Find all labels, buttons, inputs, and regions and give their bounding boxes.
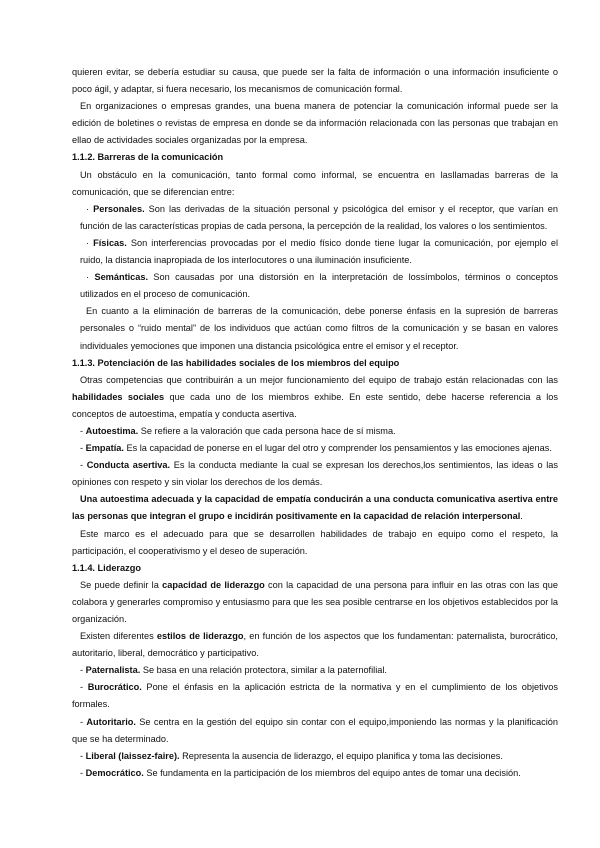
- dash-mark: -: [80, 750, 86, 761]
- paragraph-intro-2: En organizaciones o empresas grandes, una buena manera de potenciar la comunicación informal puede ser la edición de boletines o revistas de empresa en donde se da información relacionada con las personas que trabajan en ellao de actividades sociales organizadas por la empresa.: [72, 101, 558, 146]
- paragraph-habilidades-conclusion: [72, 491, 558, 525]
- term-conducta-asertiva: Conducta asertiva.: [86, 460, 171, 471]
- paragraph-liderazgo-definicion: [72, 577, 558, 628]
- list-item-personales: [80, 201, 558, 235]
- term-empatia: Empatía.: [85, 443, 124, 454]
- paragraph-barreras-intro: Un obstáculo en la comunicación, tanto formal como informal, se encuentra en lasllamadas barreras de la comunicación, que se diferencian entre:: [72, 169, 558, 197]
- text-personales: Son las derivadas de la situación personal y psicológica del emisor y el receptor, que varían en función de las características propias de cada persona, la percepción de la realidad, los valores o los sentimientos.: [80, 203, 558, 231]
- list-item-semanticas: [80, 269, 558, 303]
- text-paternalista: Se basa en una relación protectora, similar a la paternofilial.: [140, 665, 387, 676]
- dash-mark: -: [80, 665, 86, 676]
- heading-1-1-4: 1.1.4. Liderazgo: [72, 562, 141, 573]
- dash-mark: -: [80, 682, 88, 693]
- heading-1-1-2: 1.1.2. Barreras de la comunicación: [72, 152, 224, 163]
- term-paternalista: Paternalista.: [85, 665, 141, 676]
- bullet-mark: ·: [86, 203, 94, 214]
- text-segment: Existen diferentes: [80, 631, 157, 642]
- list-item-fisicas: [80, 235, 558, 269]
- text-burocratico: Pone el énfasis en la aplicación estricta de la normativa y en el cumplimiento de los objetivos formales.: [72, 682, 558, 710]
- text-liberal: Representa la ausencia de liderazgo, el equipo planifica y toma las decisiones.: [179, 750, 503, 761]
- text-autoritario: Se centra en la gestión del equipo sin contar con el equipo,imponiendo las normas y la planificación que se ha determinado.: [72, 716, 558, 744]
- term-democratico: Democrático.: [85, 767, 144, 778]
- term-semanticas: Semánticas.: [94, 272, 149, 283]
- term-autoestima: Autoestima.: [85, 425, 139, 436]
- term-liberal: Liberal (laissez-faire).: [85, 750, 180, 761]
- paragraph-estilos-intro: [72, 628, 558, 662]
- term-autoritario: Autoritario.: [86, 716, 136, 727]
- paragraph-habilidades-intro: [72, 372, 558, 423]
- list-item-paternalista: [72, 662, 558, 679]
- term-estilos-liderazgo: estilos de liderazgo: [156, 631, 244, 642]
- bullet-mark: ·: [86, 272, 95, 283]
- text-segment: con la capacidad de una persona para influir en las otras con las que colabora y generarles compromiso y entusiasmo para que les sea posible centrarse en los objetivos establecidos por la organización.: [72, 579, 558, 624]
- bold-conclusion: Una autoestima adecuada y la capacidad de empatía conducirán a una conducta comunicativa asertiva entre las personas que integran el grupo e incidirán positivamente en la capacidad de relación interpersonal: [72, 494, 558, 522]
- text-empatia: Es la capacidad de ponerse en el lugar del otro y comprender los pensamientos y las emociones ajenas.: [123, 443, 552, 454]
- list-item-burocratico: [72, 679, 558, 713]
- text-fisicas: Son interferencias provocadas por el medio físico donde tiene lugar la comunicación, por ejemplo el ruido, la distancia inapropiada de los interlocutores o una iluminación insuficiente.: [80, 237, 558, 266]
- text-segment: .: [520, 511, 523, 522]
- bullet-mark: ·: [86, 237, 94, 248]
- text-democratico: Se fundamenta en la participación de los miembros del equipo antes de tomar una decisión.: [143, 767, 521, 778]
- text-segment: Se puede definir la: [80, 579, 163, 590]
- text-semanticas: Son causadas por una distorsión en la interpretación de lossímbolos, términos o conceptos utilizados en el proceso de comunicación.: [80, 272, 558, 300]
- text-conducta-asertiva: Es la conducta mediante la cual se expresan los derechos,los sentimientos, las ideas o las opiniones con respeto y sin violar los derechos de los demás.: [72, 460, 559, 488]
- text-segment: que cada uno de los miembros exhibe. En este sentido, debe hacerse referencia a los conceptos de autoestima, empatía y conducta asertiva.: [72, 391, 559, 419]
- paragraph-intro-1: quieren evitar, se debería estudiar su causa, que puede ser la falta de información o una información insuficiente o poco ágil, y adaptar, si fuera necesario, los mecanismos de comunicación formal.: [72, 67, 558, 95]
- list-item-liberal: [72, 748, 558, 765]
- barreras-list: [72, 201, 558, 355]
- list-item-empatia: [72, 440, 558, 457]
- list-item-conducta-asertiva: [72, 457, 558, 491]
- list-item-autoestima: [72, 423, 558, 440]
- list-item-democratico: [72, 765, 558, 782]
- heading-1-1-3: 1.1.3. Potenciación de las habilidades sociales de los miembros del equipo: [72, 357, 400, 368]
- dash-mark: -: [80, 443, 86, 454]
- paragraph-marco: Este marco es el adecuado para que se desarrollen habilidades de trabajo en equipo como el respeto, la participación, el cooperativismo y el deseo de superación.: [72, 528, 558, 556]
- term-capacidad-liderazgo: capacidad de liderazgo: [162, 579, 265, 590]
- text-segment: , en función de los aspectos que los fundamentan: paternalista, burocrático, autoritario, liberal, democrático y participativo.: [72, 631, 558, 659]
- dash-mark: -: [80, 767, 86, 778]
- document-body: [72, 64, 558, 782]
- dash-mark: -: [80, 460, 87, 471]
- term-fisicas: Físicas.: [93, 237, 127, 248]
- term-burocratico: Burocrático.: [87, 682, 142, 693]
- text-segment: Otras competencias que contribuirán a un mejor funcionamiento del equipo de trabajo están relacionadas con las: [80, 374, 558, 385]
- term-habilidades-sociales: habilidades sociales: [72, 391, 165, 402]
- paragraph-barreras-cierre: En cuanto a la eliminación de barreras de la comunicación, debe ponerse énfasis en la supresión de barreras personales o “ruido mental” de los individuos que actúan como filtros de la comunicación y se basan en valores individuales yemociones que imponen una distancia psicológica entre el emisor y el receptor.: [80, 306, 558, 351]
- list-item-autoritario: [72, 714, 558, 748]
- term-personales: Personales.: [93, 203, 145, 214]
- dash-mark: -: [80, 716, 87, 727]
- text-autoestima: Se refiere a la valoración que cada persona hace de sí misma.: [138, 425, 396, 436]
- dash-mark: -: [80, 425, 86, 436]
